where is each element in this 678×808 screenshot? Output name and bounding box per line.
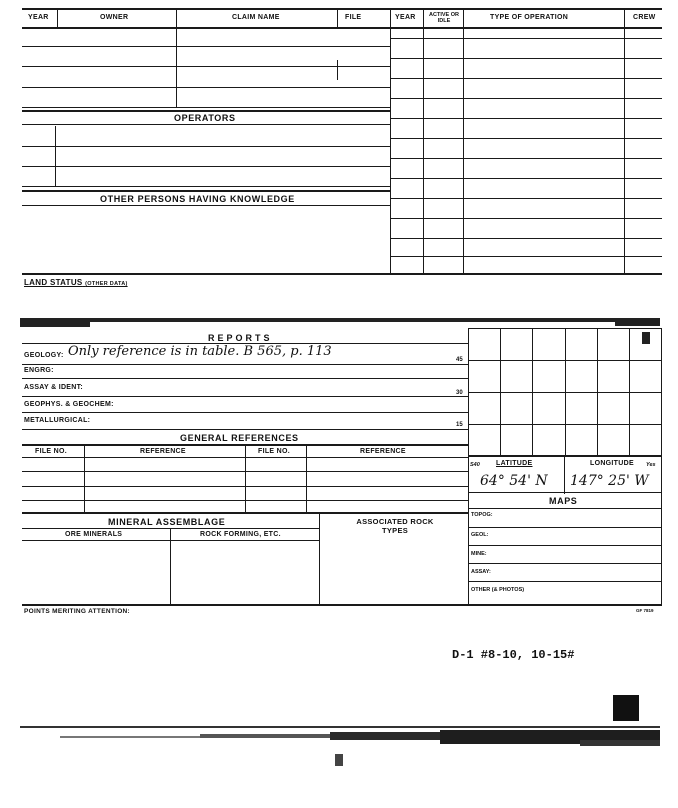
form-code: GF 7819	[636, 608, 654, 613]
others-title: OTHER PERSONS HAVING KNOWLEDGE	[100, 194, 295, 204]
gr-reference-1: REFERENCE	[140, 448, 186, 455]
rule	[391, 58, 662, 59]
col-year-right: YEAR	[395, 14, 416, 21]
scan-mark	[642, 332, 650, 344]
operators-title: OPERATORS	[174, 113, 236, 123]
latitude-value: 64° 54' N	[480, 473, 548, 489]
rule	[176, 9, 177, 27]
rule	[391, 218, 662, 219]
assay-label: ASSAY & IDENT:	[24, 384, 84, 391]
rule	[22, 378, 468, 379]
rule	[337, 9, 338, 27]
rule	[22, 107, 390, 108]
corner-note: S40	[470, 462, 480, 468]
document-code: D-1 #8-10, 10-15#	[452, 648, 575, 662]
scan-mark	[20, 321, 90, 327]
rule	[306, 445, 307, 512]
rule	[468, 360, 662, 361]
associated-rock-types: ASSOCIATED ROCK TYPES	[356, 517, 434, 535]
longitude-value: 147° 25' W	[570, 473, 649, 489]
rule	[22, 87, 390, 88]
rule	[22, 46, 390, 47]
rule	[22, 604, 662, 606]
col-claim-name: CLAIM NAME	[232, 14, 280, 21]
rule	[468, 581, 662, 582]
rule	[337, 60, 338, 80]
rule	[391, 38, 662, 39]
rule	[390, 9, 391, 274]
rule	[564, 456, 565, 494]
reports-title: REPORTS	[208, 333, 273, 343]
rule	[22, 273, 662, 275]
mineral-assemblage-title: MINERAL ASSEMBLAGE	[108, 517, 226, 527]
rule	[57, 9, 58, 27]
rule	[391, 238, 662, 239]
geophys-label: GEOPHYS. & GEOCHEM:	[24, 401, 114, 408]
rule	[22, 429, 468, 430]
scale-45: 45	[456, 357, 463, 363]
scan-noise-band	[0, 718, 678, 778]
col-crew: CREW	[633, 14, 656, 21]
maps-geol: GEOL:	[471, 532, 489, 538]
geology-label: GEOLOGY:	[24, 352, 64, 359]
engrg-label: ENGRG:	[24, 367, 54, 374]
rule	[468, 545, 662, 546]
rule	[84, 445, 85, 512]
rule	[22, 396, 468, 397]
land-status-sub: (OTHER DATA)	[85, 281, 128, 287]
rule	[391, 256, 662, 257]
land-status-text: LAND STATUS	[24, 278, 83, 287]
rule	[22, 205, 390, 206]
rock-forming-label: ROCK FORMING, ETC.	[200, 531, 281, 538]
rule	[463, 9, 464, 274]
gr-file-no-1: FILE NO.	[35, 448, 67, 455]
rule	[22, 66, 390, 67]
rule	[423, 9, 424, 274]
rule	[319, 513, 320, 605]
rule	[22, 27, 662, 29]
rule	[391, 78, 662, 79]
rule	[245, 445, 246, 512]
col-owner: OWNER	[100, 14, 129, 21]
rule	[22, 190, 390, 192]
rule	[391, 158, 662, 159]
rule	[468, 508, 662, 509]
rule	[468, 563, 662, 564]
rule	[391, 138, 662, 139]
maps-assay: ASSAY:	[471, 569, 491, 575]
rule	[22, 146, 390, 147]
rule	[468, 455, 662, 457]
rule	[22, 186, 390, 187]
maps-topog: TOPOG:	[471, 512, 493, 518]
rule	[176, 28, 177, 108]
latitude-label: LATITUDE	[496, 460, 533, 467]
rule	[468, 424, 662, 425]
rule	[22, 124, 390, 125]
maps-other: OTHER (& PHOTOS)	[471, 587, 525, 593]
metallurgical-label: METALLURGICAL:	[24, 417, 91, 424]
rule	[22, 166, 390, 167]
rule	[22, 8, 662, 10]
col-active-idle: ACTIVE OR IDLE	[429, 12, 459, 24]
col-file: FILE	[345, 14, 362, 21]
rule	[22, 364, 468, 365]
gr-file-no-2: FILE NO.	[258, 448, 290, 455]
rule	[624, 9, 625, 274]
rule	[170, 529, 171, 605]
rule	[468, 527, 662, 528]
rule	[391, 178, 662, 179]
rule	[22, 110, 390, 112]
scale-30: 30	[456, 390, 463, 396]
scan-bar	[20, 318, 660, 322]
general-references-title: GENERAL REFERENCES	[180, 433, 299, 443]
rule	[22, 412, 468, 413]
gr-reference-2: REFERENCE	[360, 448, 406, 455]
scan-mark	[615, 319, 660, 326]
rule	[22, 512, 468, 514]
rule	[391, 118, 662, 119]
col-type-operation: TYPE OF OPERATION	[490, 14, 569, 21]
points-meriting-attention: POINTS MERITING ATTENTION:	[24, 608, 131, 615]
longitude-note: Yes	[646, 462, 656, 468]
maps-title: MAPS	[549, 496, 578, 506]
ore-minerals-label: ORE MINERALS	[65, 531, 123, 538]
geology-value: Only reference is in table. B 565, p. 113	[68, 344, 332, 359]
col-year: YEAR	[28, 14, 49, 21]
rule	[468, 492, 662, 493]
rule	[391, 198, 662, 199]
rule	[391, 98, 662, 99]
scale-15: 15	[456, 422, 463, 428]
land-status-label	[24, 278, 128, 287]
rule	[55, 126, 56, 186]
longitude-label: LONGITUDE	[590, 460, 634, 467]
rule	[468, 392, 662, 393]
maps-mine: MINE:	[471, 551, 487, 557]
